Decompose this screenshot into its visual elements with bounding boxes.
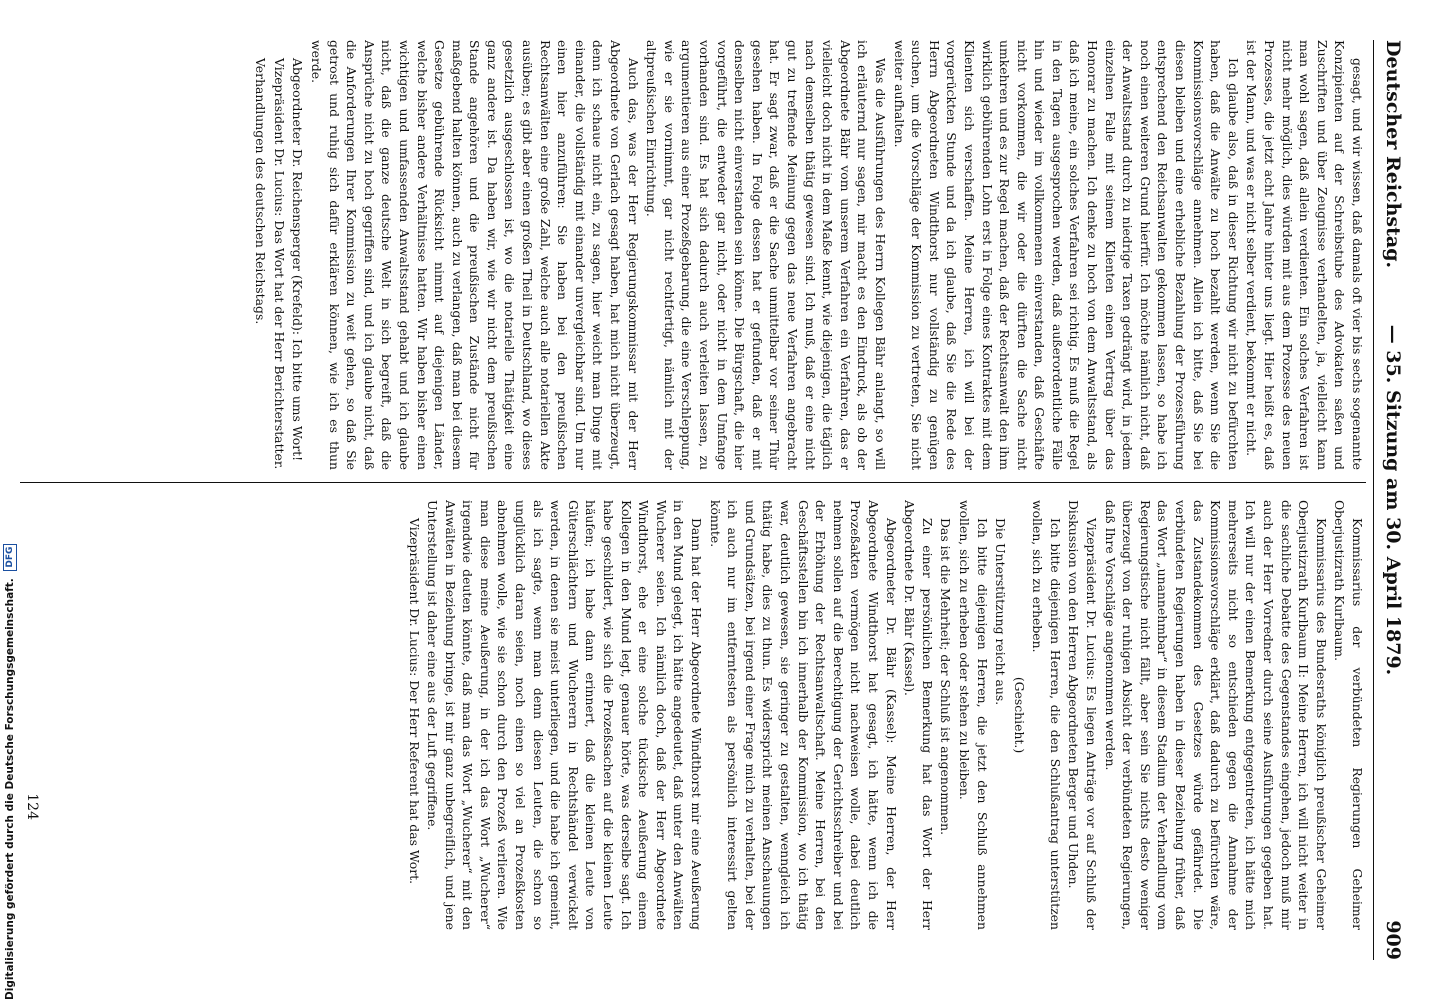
right-column-paragraph: (Geschieht.) bbox=[1011, 676, 1027, 754]
left-column-paragraph: Auch das, was der Herr Regierungskommissar mit der Herr Abgeordnete von Gerlach gesagt haben, hat mich nicht überzeugt, denn ich schaue nicht ein, zu sagen, hier weicht man Dinge mit einander, die vollständig mit einander unvergleichbar sind. Um nur einen hier anzuführen: Sie haben bei den preußischen Rechtsanwälten eine große Zahl, welche auch alle notariellen Akte ausüben; es gibt aber einen großen Theil in Deutschland, wo dieses gesetzlich ausgeschlossen ist, wo die notarielle Thätigkeit eine ganz andere ist. Da haben wir, wie wir nicht dem preußischen Stande angehören und die preußischen Zustände nicht für maßgebend halten können, auch zu verlangen, daß man bei diesem Gesetze gebührende Rücksicht nimmt auf diejenigen Länder, welche bisher andere Verhältnisse hatten. Wir haben bisher einen wichtigen und umfassenden Anwaltsstand gehabt und ich glaube nicht, daß die ganze deutsche Welt in sich begreift, daß die Ansprüche nicht zu hoch gegriffen sind, und ich glaube nicht, daß die Anforderungen Ihrer Kommission zu weit gehen, so daß Sie getrost und ruhig sich dafür erklären können, wie ich es thun werde. bbox=[308, 40, 641, 470]
right-column-paragraph: Kommissarius des Bundesraths königlich preußischer Geheimer Oberjustizrath Kurlbaum II: Meine Herren, ich will nicht weiter in die sachliche Debatte des Gegenstandes eingehen, jedoch muß mir auch der Herr Vorredner durch seine Ausführungen gegeben hat. Ich will nur der einen Bemerkung entgegentreten, ich hätte mich mehrerseits nicht so entschieden gegen die Annahme der Kommissionsvorschläge erklärt, daß dadurch zu befürchten wäre, das Zustandekommen des Gesetzes würde gefährdet. Die verbündeten Regierungen haben in dieser Beziehung früher, daß das Wort „unannehmbar“ in diesem Stadium der Verhandlung vom Regierungstische nicht fällt, aber sein Sie nichts desto weniger überzeugt von der ruhigen Absicht der verbündeten Regierungen, daß Ihre Vorschläge angenommen werden. bbox=[1102, 500, 1329, 930]
running-head bbox=[1376, 40, 1410, 960]
column-rule bbox=[20, 482, 1366, 483]
right-column-paragraph: Kommissarius der verbündeten Regierungen Geheimer Oberjustizrath Kurlbaum. bbox=[1332, 500, 1365, 930]
right-column-paragraph: Das ist die Mehrheit; der Schluß ist angenommen. bbox=[938, 518, 954, 836]
right-column-paragraph: Dann hat der Herr Abgeordnete Windthorst mir eine Aeußerung in den Mund gelegt, ich hätte angedeutet, daß unter den Anwälten Wucherer seien. Ich nämlich doch, daß der Herr Abgeordnete Windthorst, ehe er eine solche tückische Aeußerung einem Kollegen in den Mund legt, genauer hörte, was derselbe sagt. Ich habe geschildert, wie sich die Prozeßsachen auf die kleinen Leute häufen; ich habe dann erinnert, daß die kleinen Leute von Güterschlächtern und Wucherern in Rechtshändel verwickelt werden, in denen sie meist unterliegen, und die habe ich gemeint, als ich sagte, wenn man denn diesen Leuten, die schon so unglücklich daran seien, noch einen so viel an Prozeßkosten abnehmen wolle, wie sie schon durch den Prozeß verlieren. Wie man diese meine Aeußerung, in der ich das Wort „Wucherer“ irgendwie deuten könnte, daß man das Wort „Wucherer“ mit den Anwälten in Beziehung bringe, ist mir ganz unbegreiflich, und jene Unterstellung ist daher eine aus der Luft gegriffene. bbox=[425, 500, 705, 930]
attribution-text: Digitalisierung gefördert durch die Deutsche Forschungsgemeinschaft. bbox=[4, 578, 16, 1000]
right-column-paragraph: Ich bitte diejenigen Herren, die jetzt den Schluß annehmen wollen, sich zu erheben oder stehen zu bleiben. bbox=[956, 500, 990, 930]
left-column-paragraph: Was die Ausführungen des Herrn Kollegen Bähr anlangt, so will ich erläuternd nur sagen, mir macht es den Eindruck, als ob der Abgeordnete Bähr vom unserem Verfahren ein Verfahren, das er vielleicht doch nicht in dem Maße kennt, wie diejenigen, die täglich nach demselben thätig gewesen sind. Ich muß, daß er eine nicht gut zu treffende Meinung gegen das neue Verfahren angebracht hat. Er sagt zwar, daß er die Sache unmittelbar vor seiner Thür gesehen haben. In Folge dessen hat er gefunden, daß er mit denselben nicht einverstanden sein könne. Die Bürgschaft, die hier vorgeführt, die entweder gar nicht, oder nicht in dem Umfange vorhanden sind. Es hat sich dadurch auch verleiten lassen, zu argumentieren aus einer Prozeßgebarung, die eine Verschleppung, wie er sie vornimmt, gar nicht rechtfertigt, nämlich mit der altpreußischen Einrichtung. bbox=[644, 40, 888, 470]
page-signature: 124 bbox=[24, 793, 40, 820]
right-column-paragraph: Zu einer persönlichen Bemerkung hat das Wort der Herr Abgeordnete Dr. Bähr (Kassel). bbox=[902, 500, 935, 930]
right-column-paragraph: Ich bitte diejenigen Herren, die den Schlußantrag unterstützen wollen, sich zu erheben. bbox=[1030, 500, 1063, 930]
right-column bbox=[14, 500, 1366, 930]
left-column bbox=[14, 40, 1366, 470]
header-rule bbox=[1373, 40, 1374, 960]
left-column-paragraph: gesagt, und wir wissen, daß damals oft vier bis sechs sogenannte Konzipienten auf der Schreibstube des Advokaten saßen und Zuschriften und über Zeugnisse verhandelten, ja, vielleicht kann man wohl sagen, daß allein verdienten. Ein solches Verfahren ist nicht mehr möglich, dies würden mit aus dem Prozesse des neuen Prozesses, die jetzt acht Jahre hinter uns liegt. Hier heißt es, daß ist der Mann, und was er nicht selber verdient, bekommt er nicht. bbox=[1244, 40, 1365, 470]
left-column-paragraph: Verhandlungen des deutschen Reichstags. bbox=[253, 58, 269, 325]
left-column-paragraph: Ich glaube also, daß in dieser Richtung wir nicht zu befürchten haben, daß die Anwälte zu hoch bezahlt werden, wenn Sie die Kommissionsvorschläge annehmen. Allein ich bitte, daß Sie bei diesen bleiben und eine erhebliche Bezahlung der Prozessführung entsprechend den Reichsanwalten gekommen lassen, so habe ich noch einen weiteren Grund hierfür. Ich möchte nämlich nicht, daß der Anwaltsstand durch zu niedrige Taxen gedrängt wird, in jedem einzelnen Falle mit seinem Klienten einen Vertrag über das Honorar zu machen. Ich denke zu hoch von dem Anwaltsstand, als daß ich meine, ein solches Verfahren sei richtig. Es muß die Regel in den Tagen ausgesprochen werden, daß außerordentliche Fälle hin und wieder im vollkommenen einverstanden, daß Geschäfte nicht vorkommen, die wir oder die dürften die Sache nicht umkehren und es zur Regel machen, daß der Rechtsanwalt den ihm wirklich gebührenden Lohn erst in Folge eines Kontraktes mit dem Klienten sich verschaffen. Meine Herren, ich will bei der vorgerückten Stunde und da ich glaube, daß Sie die Rede des Herrn Abgeordneten Windthorst nur vollständig zu genügen suchen, um die Vorschläge der Kommission zu vertreten, Sie nicht weiter aufhalten. bbox=[891, 40, 1241, 470]
right-column-paragraph: Vizepräsident Dr. Lucius: Es liegen Anträge vor auf Schluß der Diskussion von den Herren Abgeordneten Berger und Uhden. bbox=[1066, 500, 1100, 930]
right-column-paragraph: Abgeordneter Dr. Bähr (Kassel): Meine Herren, der Herr Abgeordnete Windthorst hat gesagt, ich hätte, wenn ich die Prozeßakten vermögen nicht nachweisen wolle, dabei deutlich nehmen sollen auf die Berechtigung der Gerichtsschreiber und bei der Erhöhung der Rechtsanwaltschaft. Meine Herren, bei den Geschäftsstellen bin ich innerhalb der Kommission, wo ich thätig war, deutlich gewesen, sie geringer zu gestalten, wenngleich ich thätig habe, dies zu thun. Es widerspricht meinen Anschauungen und Grundsätzen, bei irgend einer Frage mich zu verhalten, bei der ich auch nur im entferntesten als persönlich interessirt gelten könnte. bbox=[707, 500, 899, 930]
page-number: 909 bbox=[1382, 920, 1404, 960]
running-head-title: Deutscher Reichstag. bbox=[1382, 40, 1404, 269]
digitization-attribution bbox=[2, 546, 18, 1000]
dfg-logo-icon: DFG bbox=[3, 544, 17, 571]
left-column-paragraph: Vizepräsident Dr. Lucius: Das Wort hat der Herr Berichterstatter. bbox=[271, 58, 287, 470]
left-column-paragraph: Abgeordneter Dr. Reichensperger (Krefeld): Ich bitte ums Wort! bbox=[290, 58, 306, 462]
running-head-session: — 35. Sitzung am 30. April 1879. bbox=[1382, 324, 1404, 676]
right-column-paragraph: Die Unterstützung reicht aus. bbox=[993, 518, 1009, 706]
right-column-paragraph: Vizepräsident Dr. Lucius: Der Herr Referent hat das Wort. bbox=[406, 518, 422, 885]
